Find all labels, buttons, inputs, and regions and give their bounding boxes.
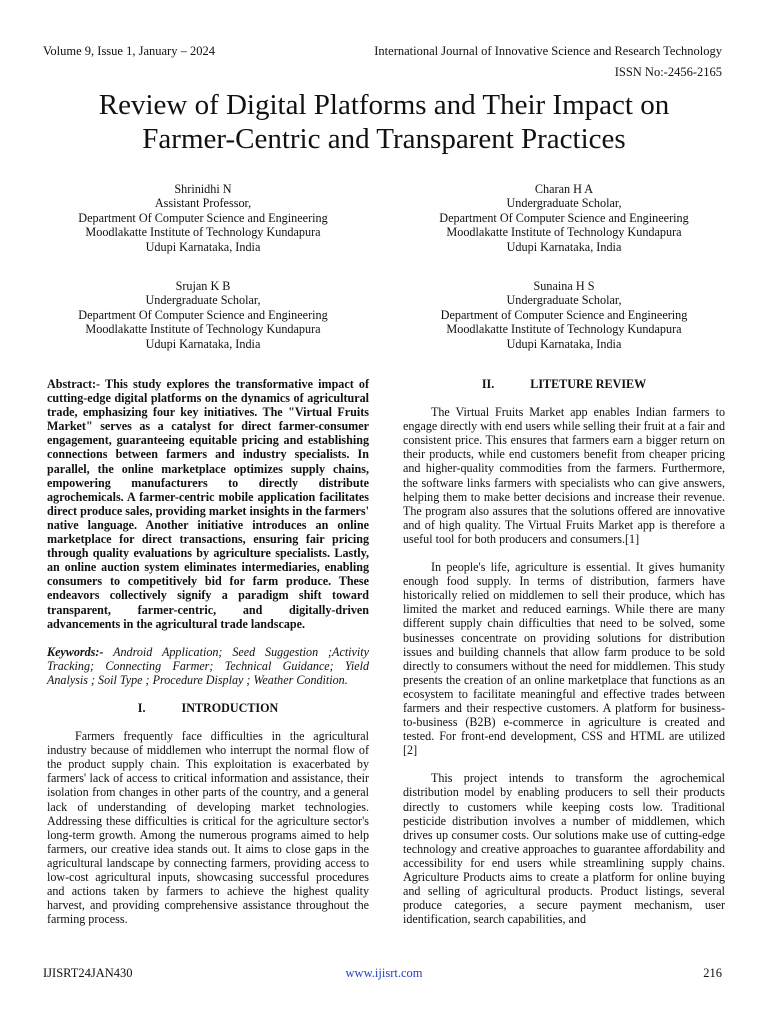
author-location: Udupi Karnataka, India: [506, 336, 622, 351]
issn: ISSN No:-2456-2165: [614, 65, 722, 79]
right-column: [403, 377, 725, 926]
paper-code: IJISRT24JAN430: [43, 966, 133, 980]
author-location: Udupi Karnataka, India: [506, 239, 622, 254]
author-role: Undergraduate Scholar,: [506, 293, 622, 308]
paper-title: [40, 88, 728, 156]
introduction-paragraph: Farmers frequently face difficulties in the agricultural industry because of middlemen who interrupt the normal flow of the product supply chain. This exploitation is exacerbated by farmers' lack of access to critical information and assistance, their isolation from changes in other parts of the country, and a general lack of understanding of developing market technologies. Addressing these difficulties is critical for the agriculture sector's long-term growth. Among the numerous programs aimed to help farmers, our creative idea stands out. It aims to close gaps in the agricultural landscape by connecting farmers, providing access to low-cost agricultural inputs, showcasing successful procedures and actions taken by farmers to achieve the highest quality harvest, and providing comprehensive assistance throughout the farming process.: [47, 729, 369, 927]
literature-paragraph-2: In people's life, agriculture is essential. It gives humanity enough food supply. In terms of distribution, farmers have historically relied on middlemen to sell their produce, which has limited the market and reduced earnings. While there are many different supply chain difficulties that need to be solved, some businesses concentrate on providing solutions for distribution issues and building channels that allow farm produce to be sold directly to consumers without the need for middlemen. This study presents the creation of an online marketplace that functions as an ecosystem to facilitate meaningful and effective trades between farmers and their respective customers. A platform for business-to-business (B2B) e-commerce in agriculture is created and tested. For front-end development, CSS and HTML are utilized [2]: [403, 560, 725, 758]
author-name: Srujan K B: [175, 279, 231, 293]
journal-name: International Journal of Innovative Science and Research Technology: [374, 44, 722, 58]
abstract: Abstract:- This study explores the transformative impact of cutting-edge digital platforms on the dynamics of agricultural trade, emphasizing four key initiatives. The "Virtual Fruits Market" serves as a catalyst for direct farmer-consumer engagement, guaranteeing equitable pricing and establishing connections between farmers and industry specialists. In parallel, the online marketplace optimizes supply chains, empowering manufacturers to directly distribute agrochemicals. A farmer-centric mobile application facilitates direct produce sales, providing market insights in the farmers' native language. Another initiative introduces an online marketplace for direct transactions, ensuring fair pricing through quality evaluations by agriculture specialists. Lastly, an online auction system eliminates intermediaries, enabling consumers to competitively bid for farm produce. These endeavors collectively signify a paradigm shift toward transparent, farmer-centric, and digitally-driven advancements in the agricultural trade landscape.: [47, 377, 369, 631]
author-institute: Moodlakatte Institute of Technology Kundapura: [85, 322, 321, 337]
keywords-text: Android Application; Seed Suggestion ;Activity Tracking; Connecting Farmer; Technical Guidance; Yield Analysis ; Soil Type ; Procedure Display ; Weather Condition.: [47, 644, 369, 687]
journal-website-link[interactable]: www.ijisrt.com: [345, 966, 423, 980]
author-department: Department Of Computer Science and Engineering: [439, 210, 689, 225]
author-institute: Moodlakatte Institute of Technology Kundapura: [446, 322, 682, 337]
section-title: LITETURE REVIEW: [530, 377, 647, 391]
author-institute: Moodlakatte Institute of Technology Kundapura: [85, 225, 321, 240]
section-heading-literature-review: [403, 377, 725, 391]
page-number: 216: [703, 966, 722, 980]
section-number: II.: [481, 377, 495, 391]
author-role: Assistant Professor,: [154, 196, 252, 211]
literature-paragraph-1: The Virtual Fruits Market app enables Indian farmers to engage directly with end users while selling their fruit at a fair and consistent price. This ensures that farmers earn a bigger return on their products, while end customers benefit from cheaper pricing and higher-quality commodities from the farmers. Furthermore, the software links farmers with specialists who can give answers, helping them to make better decisions and increase their revenue. The program also assures that the solutions offered are innovative and of high quality. The Virtual Fruits Market app is therefore a useful tool for both producers and consumers.[1]: [403, 405, 725, 546]
keywords: [47, 645, 369, 687]
author-role: Undergraduate Scholar,: [145, 293, 261, 308]
section-number: I.: [137, 700, 146, 715]
title-line-1: Review of Digital Platforms and Their Impact on: [98, 89, 670, 121]
author-name: Shrinidhi N: [174, 182, 232, 196]
literature-paragraph-3: This project intends to transform the agrochemical distribution model by enabling producers to sell their products directly to customers while keeping costs low. Traditional pesticide distribution involves a number of middlemen, which drives up consumer costs. Our solutions make use of cutting-edge technology and creative approaches to guarantee affordability and accessibility for end users while streamlining supply chains. Agriculture Products aims to create a platform for online buying and selling of agricultural products. Product listings, several produce categories, a secure payment mechanism, user identification, search capabilities, and: [403, 771, 725, 927]
author-block: [399, 182, 729, 254]
author-location: Udupi Karnataka, India: [145, 239, 261, 254]
left-column: [47, 377, 369, 926]
section-title: INTRODUCTION: [181, 700, 279, 715]
author-department: Department of Computer Science and Engineering: [440, 307, 688, 322]
author-department: Department Of Computer Science and Engineering: [78, 307, 328, 322]
author-location: Udupi Karnataka, India: [145, 336, 261, 351]
author-name: Charan H A: [534, 182, 594, 196]
author-block: [38, 182, 368, 254]
author-block: [399, 279, 729, 351]
author-block: [38, 279, 368, 351]
author-name: Sunaina H S: [533, 279, 595, 293]
author-role: Undergraduate Scholar,: [506, 196, 622, 211]
title-line-2: Farmer-Centric and Transparent Practices: [142, 123, 626, 155]
author-institute: Moodlakatte Institute of Technology Kundapura: [446, 225, 682, 240]
keywords-label: Keywords:-: [47, 644, 104, 659]
volume-issue: Volume 9, Issue 1, January – 2024: [43, 44, 215, 58]
section-heading-introduction: [47, 701, 369, 715]
author-department: Department Of Computer Science and Engineering: [78, 210, 328, 225]
